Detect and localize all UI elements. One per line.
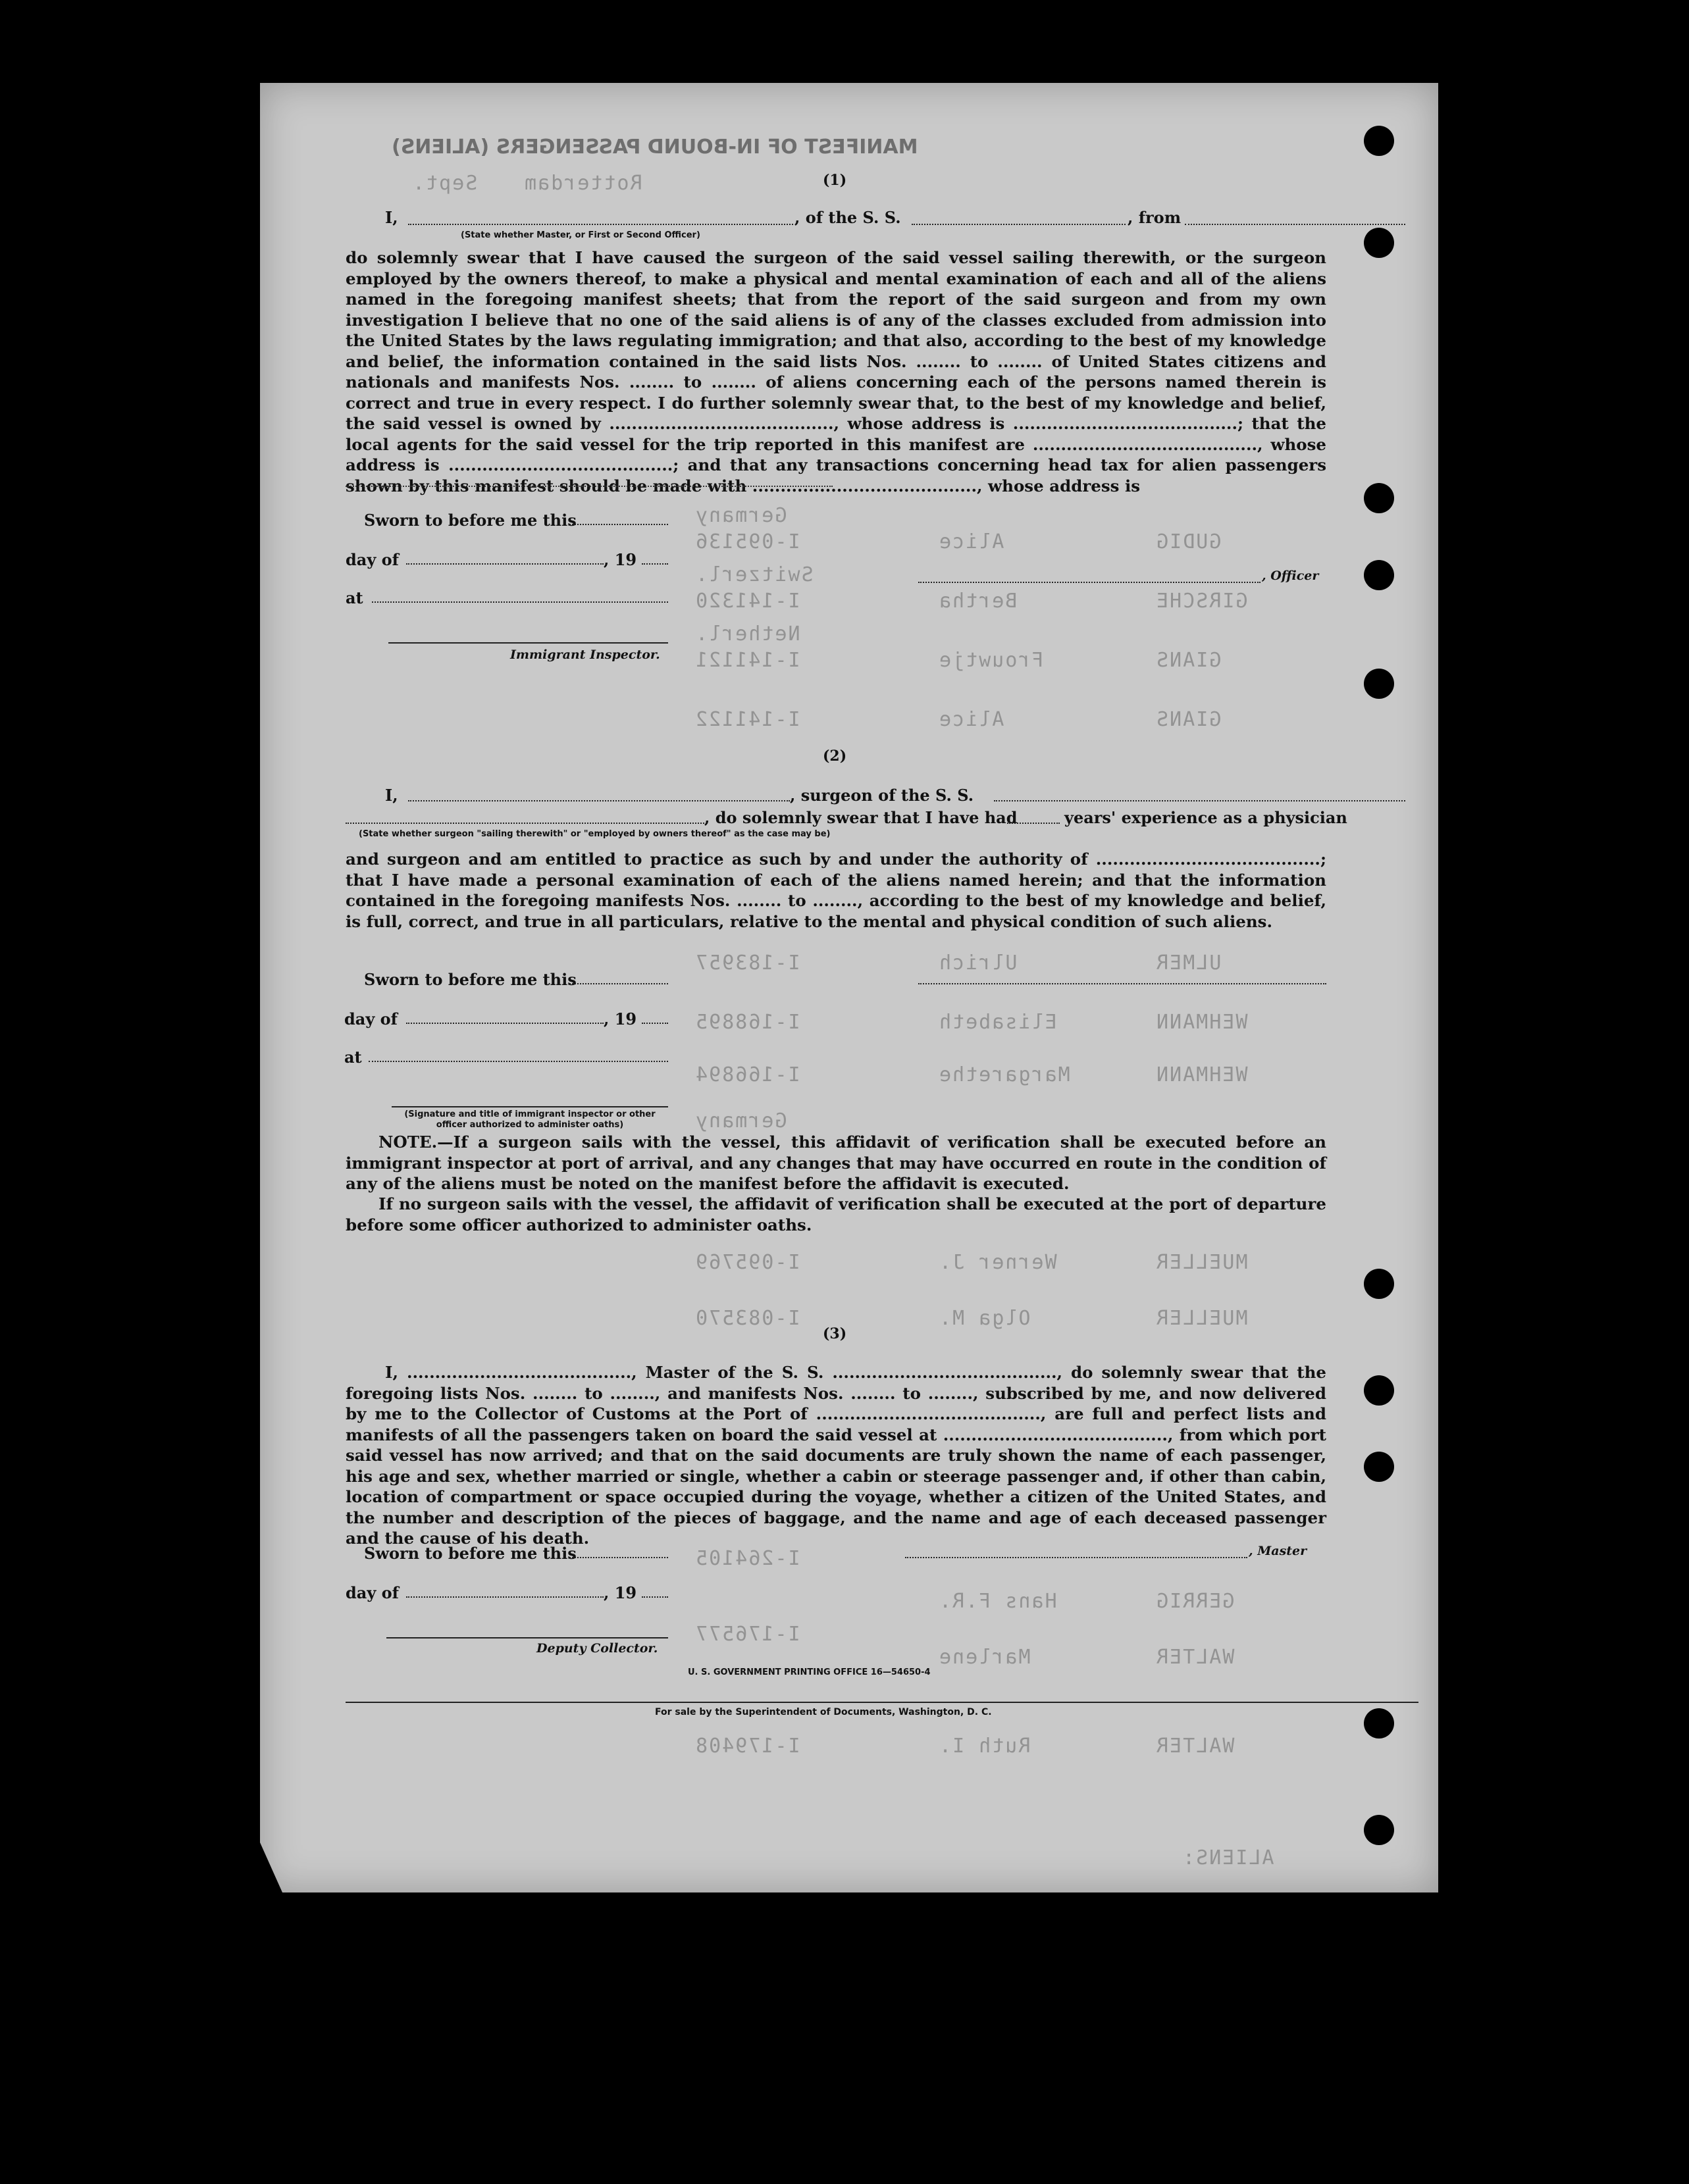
s1-ship-line: [912, 224, 1126, 225]
s1-officer-note: (State whether Master, or First or Second Officer): [461, 230, 700, 240]
ghost-num: I-141320: [694, 590, 800, 613]
ghost-num: I-264105: [694, 1547, 800, 1570]
ghost-num: I-176577: [694, 1623, 800, 1646]
s2-year-line: [642, 1023, 668, 1024]
torn-corner: [260, 1842, 282, 1892]
ghost-header-port: Rotterdam: [523, 172, 642, 195]
s3-day-line: [406, 1596, 604, 1598]
s1-at-line: [372, 601, 668, 603]
s2-ship-line: [994, 800, 1405, 801]
ghost-given: Alice: [938, 708, 1004, 731]
s1-body: do solemnly swear that I have caused the surgeon of the said vessel sailing therewith, or the surgeon employed by the owners thereof, to make a physical and mental examination of each and all of the aliens named in the foregoing manifest sheets; that from the report of the said surgeon and from my own investigation I believe that no one of the said aliens is of any of the classes excluded from admission into the United States by the laws regulating immigration; and that also, according to the best of my knowledge and belief, the information contained in the said lists Nos. ........ to ........ of United States citizens and nationals and manifests Nos. ........ to ........ of aliens concerning each of the persons named therein is correct and true in every respect. I do further solemnly swear that, to the best of my knowledge and belief, the said vessel is owned by ........................................, whose address is ........................................; that the local agents for the said vessel for the trip reported in this manifest are ........................................, whose address is ........................................; and that any transactions concerning head tax for alien passengers shown by this manifest should be made with ........................................, whose address is: [346, 248, 1326, 495]
s2-solemnly: , do solemnly swear that I have had: [704, 808, 1018, 827]
s2-year: , 19: [604, 1009, 637, 1029]
section-2-number: (2): [823, 748, 847, 765]
section-1-number: (1): [823, 172, 847, 189]
ghost-given: Elisabeth: [938, 1011, 1057, 1034]
s1-from-label: , from: [1128, 208, 1182, 227]
ghost-given: Ulrich: [938, 952, 1018, 975]
ghost-name: GERRIG: [1155, 1590, 1235, 1613]
s1-at: at: [346, 588, 363, 607]
ghost-num: I-141121: [694, 649, 800, 672]
ghost-given: Frouwtje: [938, 649, 1044, 672]
ghost-given: Ruth I.: [938, 1735, 1031, 1758]
s3-day-of: day of: [346, 1583, 399, 1602]
punch-hole: [1364, 1708, 1394, 1739]
s2-years-label: years' experience as a physician: [1064, 808, 1347, 827]
s1-sworn: Sworn to before me this: [364, 511, 577, 530]
ghost-name: WALTER: [1155, 1646, 1235, 1669]
punch-hole: [1364, 126, 1394, 156]
punch-hole: [1364, 669, 1394, 699]
note-paragraph-1: NOTE.—If a surgeon sails with the vessel, this affidavit of verification shall be executed before an immigrant inspector at port of arrival, and any changes that may have occurred en route in the condition of any of the aliens must be noted on the manifest before the affidavit is executed.: [346, 1132, 1326, 1193]
ghost-footer: ALIENS:: [1182, 1846, 1274, 1869]
s3-master-title: , Master: [1249, 1544, 1307, 1558]
ghost-country: Germany: [694, 1109, 787, 1132]
punch-hole: [1364, 1375, 1394, 1406]
ghost-country: Switzerl.: [694, 563, 814, 586]
s1-inspector-line: [388, 642, 668, 644]
ghost-name: WALTER: [1155, 1735, 1235, 1758]
s3-collector-line: [386, 1637, 668, 1638]
s1-address-line: [346, 486, 833, 487]
s1-sworn-line: [569, 524, 668, 525]
ghost-name: ULMER: [1155, 952, 1222, 975]
s1-ss-label: , of the S. S.: [794, 208, 901, 227]
s1-year-line: [642, 563, 668, 565]
s3-collector-title: Deputy Collector.: [536, 1641, 658, 1656]
ghost-num: I-179408: [694, 1735, 800, 1758]
s1-from-line: [1185, 224, 1405, 225]
ghost-num: I-095769: [694, 1251, 800, 1274]
ghost-header-title: MANIFEST OF IN-BOUND PASSENGERS (ALIENS): [392, 136, 918, 159]
s2-sig-note: (Signature and title of immigrant inspector or other officer authorized to administer oaths): [404, 1109, 656, 1130]
s2-day-line: [406, 1023, 604, 1024]
s3-year: , 19: [604, 1583, 637, 1602]
ghost-given: Marlene: [938, 1646, 1031, 1669]
s2-inspector-line: [392, 1106, 668, 1107]
ghost-num: I-141122: [694, 708, 800, 731]
ghost-country: Germany: [694, 504, 787, 527]
s2-type-note: (State whether surgeon "sailing therewith" or "employed by owners thereof" as the case may be): [359, 829, 831, 839]
s1-officer-line: [408, 224, 793, 225]
ghost-given: Werner J.: [938, 1251, 1057, 1274]
s3-sworn-line: [569, 1557, 668, 1558]
s1-day-line: [406, 563, 604, 565]
ghost-given: Olga M.: [938, 1307, 1031, 1330]
s2-type-line: [346, 823, 704, 824]
s2-sworn: Sworn to before me this: [364, 970, 577, 989]
s1-day-of: day of: [346, 550, 399, 569]
manifest-page: [260, 83, 1438, 1892]
s2-at: at: [344, 1048, 362, 1067]
ghost-name: GUDIG: [1155, 530, 1222, 553]
s2-surgeon-label: , surgeon of the S. S.: [790, 786, 974, 805]
s2-surgeon-sign-line: [918, 983, 1326, 984]
punch-hole: [1364, 1815, 1394, 1845]
s1-officer-title: , Officer: [1262, 569, 1319, 583]
ghost-given: Alice: [938, 530, 1004, 553]
ghost-name: GIANS: [1155, 708, 1222, 731]
punch-hole: [1364, 1269, 1394, 1299]
s2-sworn-line: [569, 983, 668, 984]
section-3-number: (3): [823, 1325, 847, 1342]
ghost-num: I-183957: [694, 952, 800, 975]
s2-years-line: [1007, 823, 1060, 824]
s1-inspector-title: Immigrant Inspector.: [510, 648, 660, 662]
bottom-rule: [346, 1702, 1418, 1703]
gpo-imprint: U. S. GOVERNMENT PRINTING OFFICE 16—54650-4: [688, 1667, 931, 1677]
ghost-num: I-168895: [694, 1011, 800, 1034]
s2-i-label: I,: [385, 786, 398, 805]
punch-hole: [1364, 560, 1394, 590]
ghost-country: Netherl.: [694, 622, 800, 646]
s3-sworn: Sworn to before me this: [364, 1544, 577, 1563]
s2-name-line: [408, 800, 790, 801]
ghost-header-date: Sept.: [411, 172, 478, 195]
ghost-name: GIANS: [1155, 649, 1222, 672]
ghost-num: I-095136: [694, 530, 800, 553]
s2-body: and surgeon and am entitled to practice as such by and under the authority of ........................................; that I have made a personal examination of each of the aliens named herein; and that the information contained in the foregoing manifests Nos. ........ to ........, according to the best of my knowledge and belief, is full, correct, and true in all particulars, relative to the mental and physical condition of such aliens.: [346, 850, 1326, 931]
note-paragraph-2: If no surgeon sails with the vessel, the affidavit of verification shall be executed at the port of departure before some officer authorized to administer oaths.: [346, 1194, 1326, 1234]
s1-officer-sign-line: [918, 582, 1260, 583]
s1-i-label: I,: [385, 208, 398, 227]
ghost-name: WEHMANN: [1155, 1063, 1248, 1086]
punch-hole: [1364, 1452, 1394, 1482]
s3-master-sign-line: [905, 1557, 1247, 1558]
s2-at-line: [369, 1061, 668, 1062]
s2-day-of: day of: [344, 1009, 398, 1029]
s3-body: I, ........................................, Master of the S. S. ........................................, do solemnly swear that the foregoing lists Nos. ........ to ........, and manifests Nos. ........ to ........, subscribed by me, and now delivered by me to the Collector of Customs at the Port of ........................................, are full and perfect lists and manifests of all the passengers taken on board the said vessel at ........................................, from which port said vessel has now arrived; and that on the said documents are truly shown the name of each passenger, his age and sex, whether married or single, whether a cabin or steerage passenger and, if other than cabin, location of compartment or space occupied during the voyage, whether a citizen of the United States, and the number and description of the pieces of baggage, and the name and age of each deceased passenger and the cause of his death.: [346, 1363, 1326, 1548]
ghost-num: I-166894: [694, 1063, 800, 1086]
ghost-name: GIRSCHE: [1155, 590, 1248, 613]
ghost-given: Bertha: [938, 590, 1018, 613]
punch-hole: [1364, 483, 1394, 513]
ghost-name: WEHMANN: [1155, 1011, 1248, 1034]
s3-year-line: [642, 1596, 668, 1598]
ghost-name: MUELLER: [1155, 1251, 1248, 1274]
ghost-given: Margarethe: [938, 1063, 1070, 1086]
ghost-given: Hans F.R.: [938, 1590, 1057, 1613]
ghost-name: MUELLER: [1155, 1307, 1248, 1330]
for-sale-note: For sale by the Superintendent of Documents, Washington, D. C.: [655, 1707, 992, 1717]
s1-year: , 19: [604, 550, 637, 569]
ghost-num: I-083570: [694, 1307, 800, 1330]
punch-hole: [1364, 228, 1394, 258]
